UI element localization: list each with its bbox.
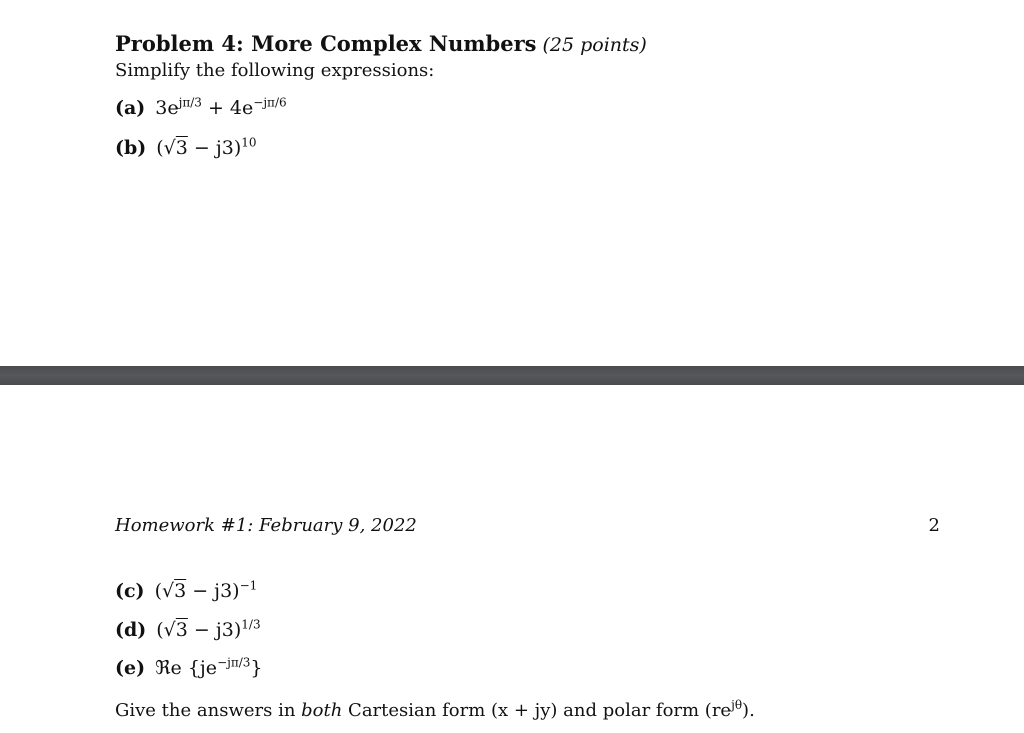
exponent: −1 [239, 579, 258, 593]
radicand: 3 [175, 137, 188, 160]
item-e [115, 656, 263, 679]
closing-text: Give the answers in [115, 700, 302, 721]
problem-intro: Simplify the following expressions: [115, 60, 435, 81]
expr-part: ℜe {je [155, 657, 218, 680]
expr-part: (√ [156, 619, 176, 642]
expr-part: (√ [154, 580, 175, 603]
item-d-expr [156, 619, 260, 641]
expr-part: − j3) [187, 137, 242, 160]
item-label: (e) [115, 657, 146, 680]
item-d [115, 618, 261, 641]
problem-points: (25 points) [542, 34, 647, 56]
exponent: −jπ/3 [217, 656, 251, 670]
item-label: (b) [115, 137, 147, 160]
exponent: jπ/3 [178, 96, 202, 110]
expr-part: } [250, 657, 263, 680]
closing-instruction [115, 698, 755, 721]
radicand: 3 [174, 580, 187, 603]
item-e-expr [155, 657, 262, 679]
page-number: 2 [928, 515, 940, 536]
item-b [115, 136, 257, 159]
exponent: jθ [731, 698, 743, 712]
item-c-expr [155, 580, 258, 602]
item-a [115, 96, 287, 119]
problem-title [115, 31, 647, 56]
item-c [115, 579, 257, 602]
expr-part: − j3) [186, 580, 240, 603]
page-separator [0, 366, 1024, 385]
page-2 [0, 385, 1024, 733]
closing-text: Cartesian form (x + jy) and polar form (re [342, 700, 732, 721]
running-head: Homework #1: February 9, 2022 [115, 515, 417, 536]
radicand: 3 [175, 619, 188, 642]
exponent: 10 [241, 136, 257, 150]
expr-part: (√ [156, 137, 176, 160]
closing-text: ). [742, 700, 755, 721]
expr-part: 3e [155, 97, 179, 120]
item-label: (c) [115, 580, 145, 603]
problem-title-text: Problem 4: More Complex Numbers [115, 31, 537, 56]
closing-emphasis: both [301, 700, 343, 721]
item-a-expr [155, 97, 286, 119]
item-b-expr [156, 137, 256, 159]
page-1 [0, 0, 1024, 366]
exponent: −jπ/6 [253, 96, 287, 110]
exponent: 1/3 [241, 618, 261, 632]
expr-part: − j3) [187, 619, 242, 642]
item-label: (d) [115, 619, 147, 642]
expr-part: + 4e [201, 97, 254, 120]
item-label: (a) [115, 97, 146, 120]
